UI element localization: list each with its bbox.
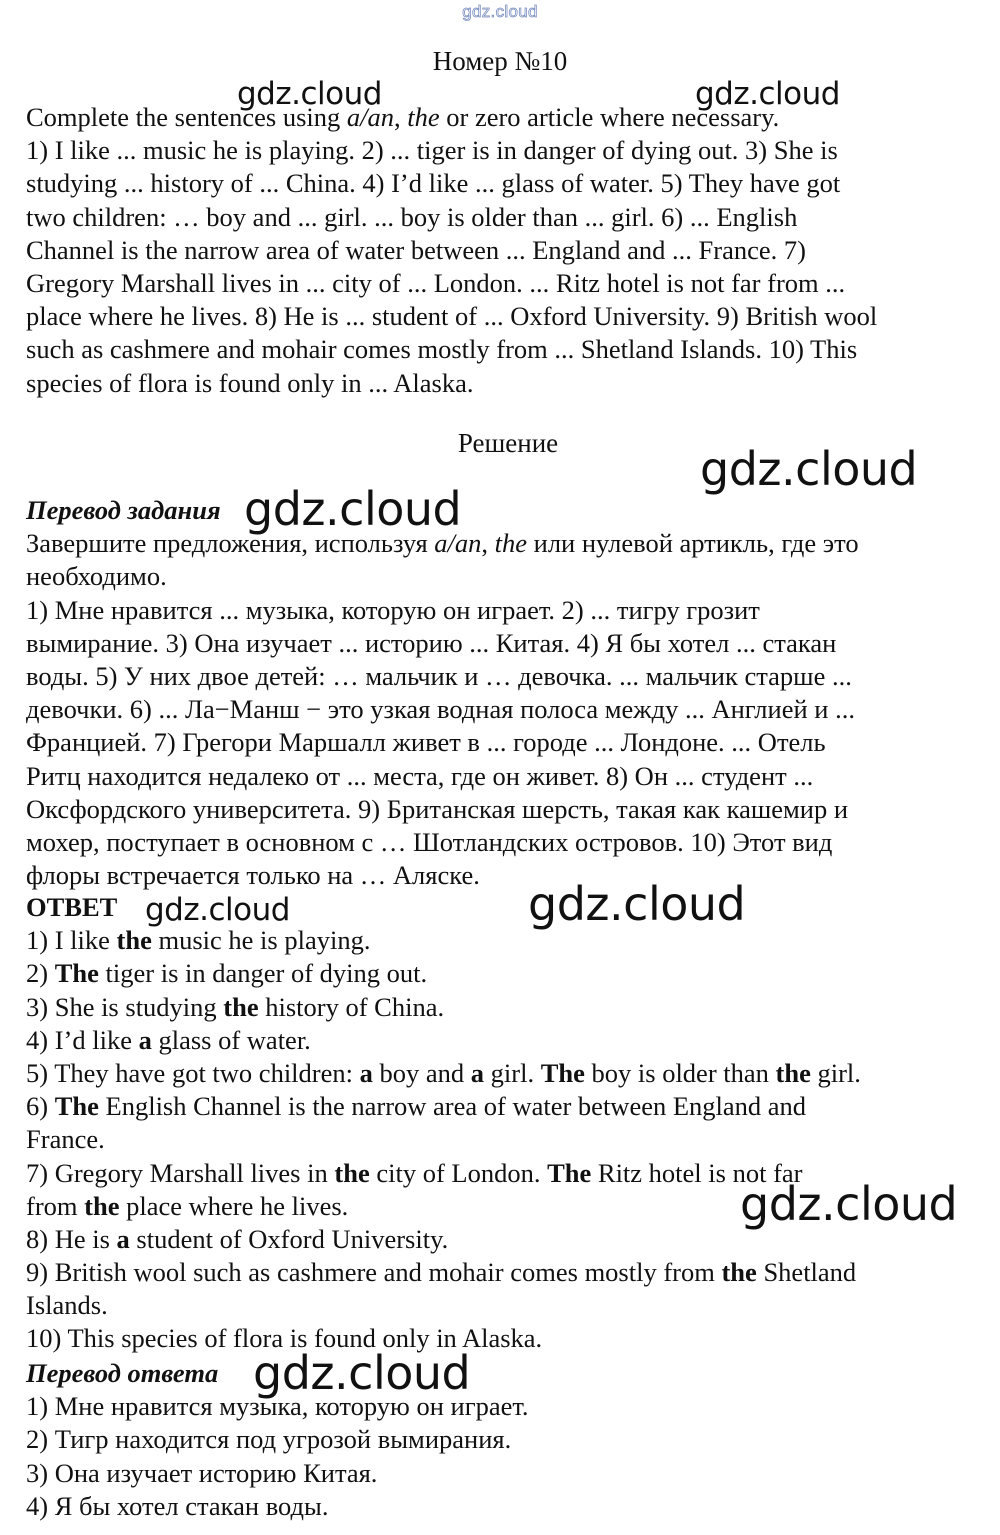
task-line: Gregory Marshall lives in ... city of ... London. ... Ritz hotel is not far from ... <box>26 267 846 298</box>
answer-text: 10) This species of flora is found only in Alaska. <box>26 1323 543 1354</box>
translation-line: девочки. 6) ... Ла−Манш − это узкая водная полоса между ... Англией и ... <box>26 694 855 725</box>
answer-line <box>26 1289 986 1322</box>
answer-text: tiger is in danger of dying out. <box>98 958 428 989</box>
translation-intro-line2: необходимо. <box>26 561 167 592</box>
answer-line <box>26 957 986 990</box>
answer-line <box>26 1322 986 1355</box>
watermark: gdz.cloud <box>700 442 918 496</box>
translation-line: Оксфордского университета. 9) Британская шерсть, такая как кашемир и <box>26 793 849 824</box>
answer-line <box>26 1256 986 1289</box>
watermark: gdz.cloud <box>695 76 840 112</box>
task-line: 1) I like ... music he is playing. 2) ... tiger is in danger of dying out. 3) She is <box>26 135 838 166</box>
answer-heading: ОТВЕТ <box>26 892 118 922</box>
answer-text: 4) I’d like <box>26 1024 139 1055</box>
answer-text: boy and <box>372 1057 471 1088</box>
answer-article: The <box>540 1057 585 1088</box>
answer-article: a <box>470 1057 485 1088</box>
task-intro: Complete the sentences using a/an, the or zero article where necessary. <box>26 102 780 132</box>
watermark: gdz.cloud <box>244 482 462 536</box>
answer-article: the <box>775 1057 811 1088</box>
answer-lines <box>26 924 986 1355</box>
answer-text: 3) She is studying <box>26 991 224 1022</box>
translation-intro: Завершите предложения, используя a/an, the или нулевой артикль, где это <box>26 528 859 559</box>
answer-translation-line: 3) Она изучает историю Китая. <box>26 1457 378 1488</box>
answer-article: the <box>84 1190 120 1221</box>
answer-line <box>26 1090 986 1123</box>
task-line: Channel is the narrow area of water between ... England and ... France. 7) <box>26 234 806 265</box>
task-text <box>26 101 986 400</box>
answer-text: boy is older than <box>584 1057 776 1088</box>
answer-article: the <box>116 925 152 956</box>
answer-text: 1) I like <box>26 925 117 956</box>
task-line: two children: … boy and ... girl. ... boy is older than ... girl. 6) ... English <box>26 201 798 232</box>
answer-text: Shetland <box>756 1257 857 1288</box>
answer-line <box>26 1057 986 1090</box>
answer-article: a <box>359 1057 373 1088</box>
answer-line <box>26 1123 986 1156</box>
task-line: species of flora is found only in ... Alaska. <box>26 367 474 398</box>
answer-line <box>26 924 986 957</box>
answer-article: the <box>721 1257 757 1288</box>
answer-article: the <box>334 1157 370 1188</box>
answer-text: girl. <box>484 1057 541 1088</box>
translation-line: Францией. 7) Грегори Маршалл живет в ... городе ... Лондоне. ... Отель <box>26 727 826 758</box>
answer-text: 6) <box>26 1091 55 1122</box>
answer-translation <box>26 1357 986 1523</box>
answer-text: France. <box>26 1124 105 1155</box>
translation-line: Ритц находится недалеко от ... места, где он живет. 8) Он ... студент ... <box>26 760 814 791</box>
watermark: gdz.cloud <box>528 877 746 931</box>
answer-text: music he is playing. <box>151 925 371 956</box>
answer-article: The <box>54 958 99 989</box>
answer-text: 5) They have got two children: <box>26 1057 360 1088</box>
watermark: gdz.cloud <box>237 76 382 112</box>
answer-text: place where he lives. <box>119 1190 349 1221</box>
translation-line: вымирание. 3) Она изучает ... историю ... Китая. 4) Я бы хотел ... стакан <box>26 627 837 658</box>
answer-text: Ritz hotel is not far <box>591 1157 803 1188</box>
answer-translation-line: 1) Мне нравится музыка, которую он играет. <box>26 1391 529 1422</box>
answer-text: glass of water. <box>151 1024 311 1055</box>
answer-article: The <box>54 1091 99 1122</box>
answer-translation-line: 2) Тигр находится под угрозой вымирания. <box>26 1424 512 1455</box>
answer-article: a <box>116 1223 130 1254</box>
task-line: such as cashmere and mohair comes mostly from ... Shetland Islands. 10) This <box>26 334 858 365</box>
answer-text: girl. <box>810 1057 861 1088</box>
translation-line: флоры встречается только на … Аляске. <box>26 860 480 891</box>
answer-text: student of Oxford University. <box>129 1223 449 1254</box>
answer-line <box>26 991 986 1024</box>
answer-text: 9) British wool such as cashmere and mohair comes mostly from <box>26 1257 722 1288</box>
answer-text: history of China. <box>258 991 445 1022</box>
answer-text: 7) Gregory Marshall lives in <box>26 1157 335 1188</box>
task-line: studying ... history of ... China. 4) I’d like ... glass of water. 5) They have got <box>26 168 841 199</box>
answer-text: Islands. <box>26 1290 108 1321</box>
translation-line: мохер, поступает в основном с … Шотландских островов. 10) Этот вид <box>26 826 833 857</box>
answer-translation-line: 4) Я бы хотел стакан воды. <box>26 1490 329 1521</box>
answer-section <box>26 891 986 1356</box>
answer-text: from <box>26 1190 85 1221</box>
watermark: gdz.cloud <box>253 1346 471 1400</box>
answer-article: a <box>138 1024 152 1055</box>
translation-line: 1) Мне нравится ... музыка, которую он играет. 2) ... тигру грозит <box>26 594 760 625</box>
watermark: gdz.cloud <box>145 892 290 928</box>
translation-line: воды. 5) У них двое детей: … мальчик и … девочка. ... мальчик старше ... <box>26 660 852 691</box>
answer-article: the <box>223 991 259 1022</box>
answer-article: The <box>547 1157 592 1188</box>
task-line: place where he lives. 8) He is ... student of ... Oxford University. 9) British wool <box>26 301 878 332</box>
answer-text: 8) He is <box>26 1223 117 1254</box>
translation-heading: Перевод задания <box>26 495 221 525</box>
answer-text: city of London. <box>369 1157 548 1188</box>
page-title: Номер №10 <box>432 46 568 76</box>
answer-line <box>26 1024 986 1057</box>
task-translation <box>26 494 986 892</box>
solution-title: Решение <box>457 428 559 458</box>
answer-text: English Channel is the narrow area of water between England and <box>98 1091 807 1122</box>
answer-text: 2) <box>26 958 55 989</box>
answer-translation-heading: Перевод ответа <box>26 1358 219 1388</box>
watermark: gdz.cloud <box>740 1177 958 1231</box>
top-watermark: gdz.cloud <box>462 2 538 21</box>
